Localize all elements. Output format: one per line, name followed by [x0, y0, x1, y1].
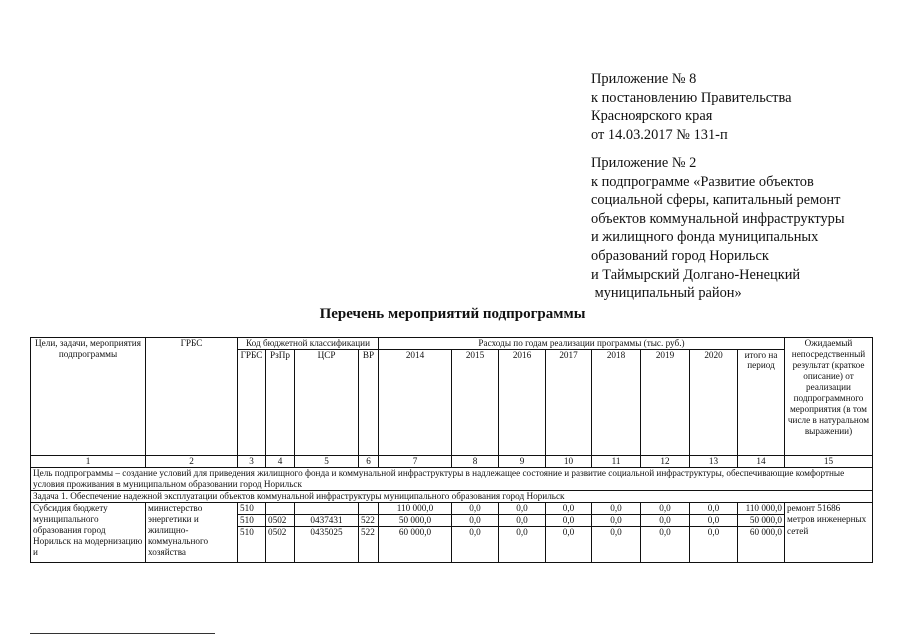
appendix-2-block [591, 154, 845, 303]
appendix-2-line: объектов коммунальной инфраструктуры [591, 210, 845, 227]
appendix-8-line: Красноярского края [591, 108, 713, 125]
header-year: 2019 [641, 349, 690, 455]
header-vr: ВР [359, 349, 379, 455]
appendix-2-line: социальной сферы, капитальный ремонт [591, 192, 841, 209]
column-number: 2 [146, 455, 238, 467]
measure-text: Субсидия бюджету муниципального образования город Норильск на модернизацию и [33, 502, 143, 558]
appendix-8-line: Приложение № 8 [591, 71, 697, 87]
cell-grbs: 510 [238, 514, 266, 526]
appendix-2-line: муниципальный район» [591, 285, 742, 302]
result-cell [785, 502, 873, 562]
header-expenses: Расходы по годам реализации программы (тыс. руб.) [379, 338, 785, 350]
header-total: итого на период [738, 349, 785, 455]
cell-value: 0,0 [452, 502, 499, 514]
header-expected-result-text: Ожидаемый непосредственный результат (краткое описание) от реализации подпрограммного мероприятия (в том числе в натуральном выражении) [787, 338, 870, 436]
appendix-8-line: от 14.03.2017 № 131-п [591, 126, 728, 143]
cell-total: 60 000,0 [738, 526, 785, 562]
measure-cell [31, 502, 146, 562]
cell-value: 0,0 [452, 514, 499, 526]
column-number: 13 [690, 455, 738, 467]
column-number: 14 [738, 455, 785, 467]
cell-vr [359, 502, 379, 514]
cell-value: 0,0 [546, 514, 592, 526]
cell-value: 0,0 [690, 526, 738, 562]
cell-total: 110 000,0 [738, 502, 785, 514]
grbs-name-text: министерство энергетики и жилищно-коммунального хозяйства [148, 502, 209, 558]
cell-value: 0,0 [690, 514, 738, 526]
appendix-2-line: Приложение № 2 [591, 155, 697, 171]
cell-value: 0,0 [499, 502, 546, 514]
cell-value: 0,0 [641, 514, 690, 526]
header-grbs-code: ГРБС [238, 349, 266, 455]
column-number: 5 [295, 455, 359, 467]
column-number: 6 [359, 455, 379, 467]
appendix-8-block [591, 70, 791, 144]
cell-rzpr: 0502 [266, 526, 295, 562]
column-number: 3 [238, 455, 266, 467]
cell-value: 0,0 [641, 502, 690, 514]
cell-value: 50 000,0 [379, 514, 452, 526]
appendix-2-line: и жилищного фонда муниципальных [591, 229, 819, 246]
appendix-2-line: образований город Норильск [591, 247, 769, 264]
appendix-2-line: к подпрограмме «Развитие объектов [591, 173, 814, 190]
task-row: Задача 1. Обеспечение надежной эксплуатации объектов коммунальной инфраструктуры муниципального образования город Норильск [31, 490, 873, 502]
cell-vr: 522 [359, 514, 379, 526]
column-number: 4 [266, 455, 295, 467]
header-year: 2018 [592, 349, 641, 455]
column-number: 15 [785, 455, 873, 467]
budget-table [30, 337, 873, 563]
header-csr: ЦСР [295, 349, 359, 455]
cell-csr [295, 502, 359, 514]
cell-total: 50 000,0 [738, 514, 785, 526]
cell-value: 0,0 [592, 502, 641, 514]
cell-value: 0,0 [592, 526, 641, 562]
cell-grbs: 510 [238, 502, 266, 514]
page-title: Перечень мероприятий подпрограммы [319, 306, 586, 322]
cell-rzpr: 0502 [266, 514, 295, 526]
header-year: 2020 [690, 349, 738, 455]
appendix-2-line: и Таймырский Долгано-Ненецкий [591, 266, 801, 283]
cell-value: 0,0 [546, 502, 592, 514]
cell-value: 60 000,0 [379, 526, 452, 562]
cell-value: 0,0 [499, 526, 546, 562]
appendix-8-line: к постановлению Правительства [591, 89, 792, 106]
cell-value: 0,0 [452, 526, 499, 562]
cell-rzpr [266, 502, 295, 514]
header-expected-result [785, 338, 873, 456]
goal-row: Цель подпрограммы – создание условий для приведения жилищного фонда и коммунальной инфраструктуры в надлежащее состояние и развитие социальной инфраструктуры, обеспечивающие комфортные условия проживания в муниципальном образовании город Норильск [31, 467, 873, 490]
grbs-name-cell [146, 502, 238, 562]
cell-value: 0,0 [690, 502, 738, 514]
cell-vr: 522 [359, 526, 379, 562]
cell-value: 0,0 [592, 514, 641, 526]
column-number: 8 [452, 455, 499, 467]
header-goals: Цели, задачи, мероприятия подпрограммы [31, 338, 146, 456]
column-number: 9 [499, 455, 546, 467]
column-number: 11 [592, 455, 641, 467]
cell-value: 0,0 [641, 526, 690, 562]
header-grbs: ГРБС [146, 338, 238, 456]
cell-csr: 0435025 [295, 526, 359, 562]
result-text: ремонт 51686 метров инженерных сетей [787, 502, 867, 536]
header-year: 2017 [546, 349, 592, 455]
cell-csr: 0437431 [295, 514, 359, 526]
cell-value: 0,0 [546, 526, 592, 562]
header-budget-classification: Код бюджетной классификации [238, 338, 379, 350]
column-number: 1 [31, 455, 146, 467]
cell-value: 110 000,0 [379, 502, 452, 514]
header-rzpr: РзПр [266, 349, 295, 455]
column-number: 12 [641, 455, 690, 467]
cell-value: 0,0 [499, 514, 546, 526]
header-year: 2014 [379, 349, 452, 455]
column-number: 7 [379, 455, 452, 467]
cell-grbs: 510 [238, 526, 266, 562]
header-year: 2016 [499, 349, 546, 455]
footer-divider [30, 633, 215, 634]
column-number: 10 [546, 455, 592, 467]
header-year: 2015 [452, 349, 499, 455]
